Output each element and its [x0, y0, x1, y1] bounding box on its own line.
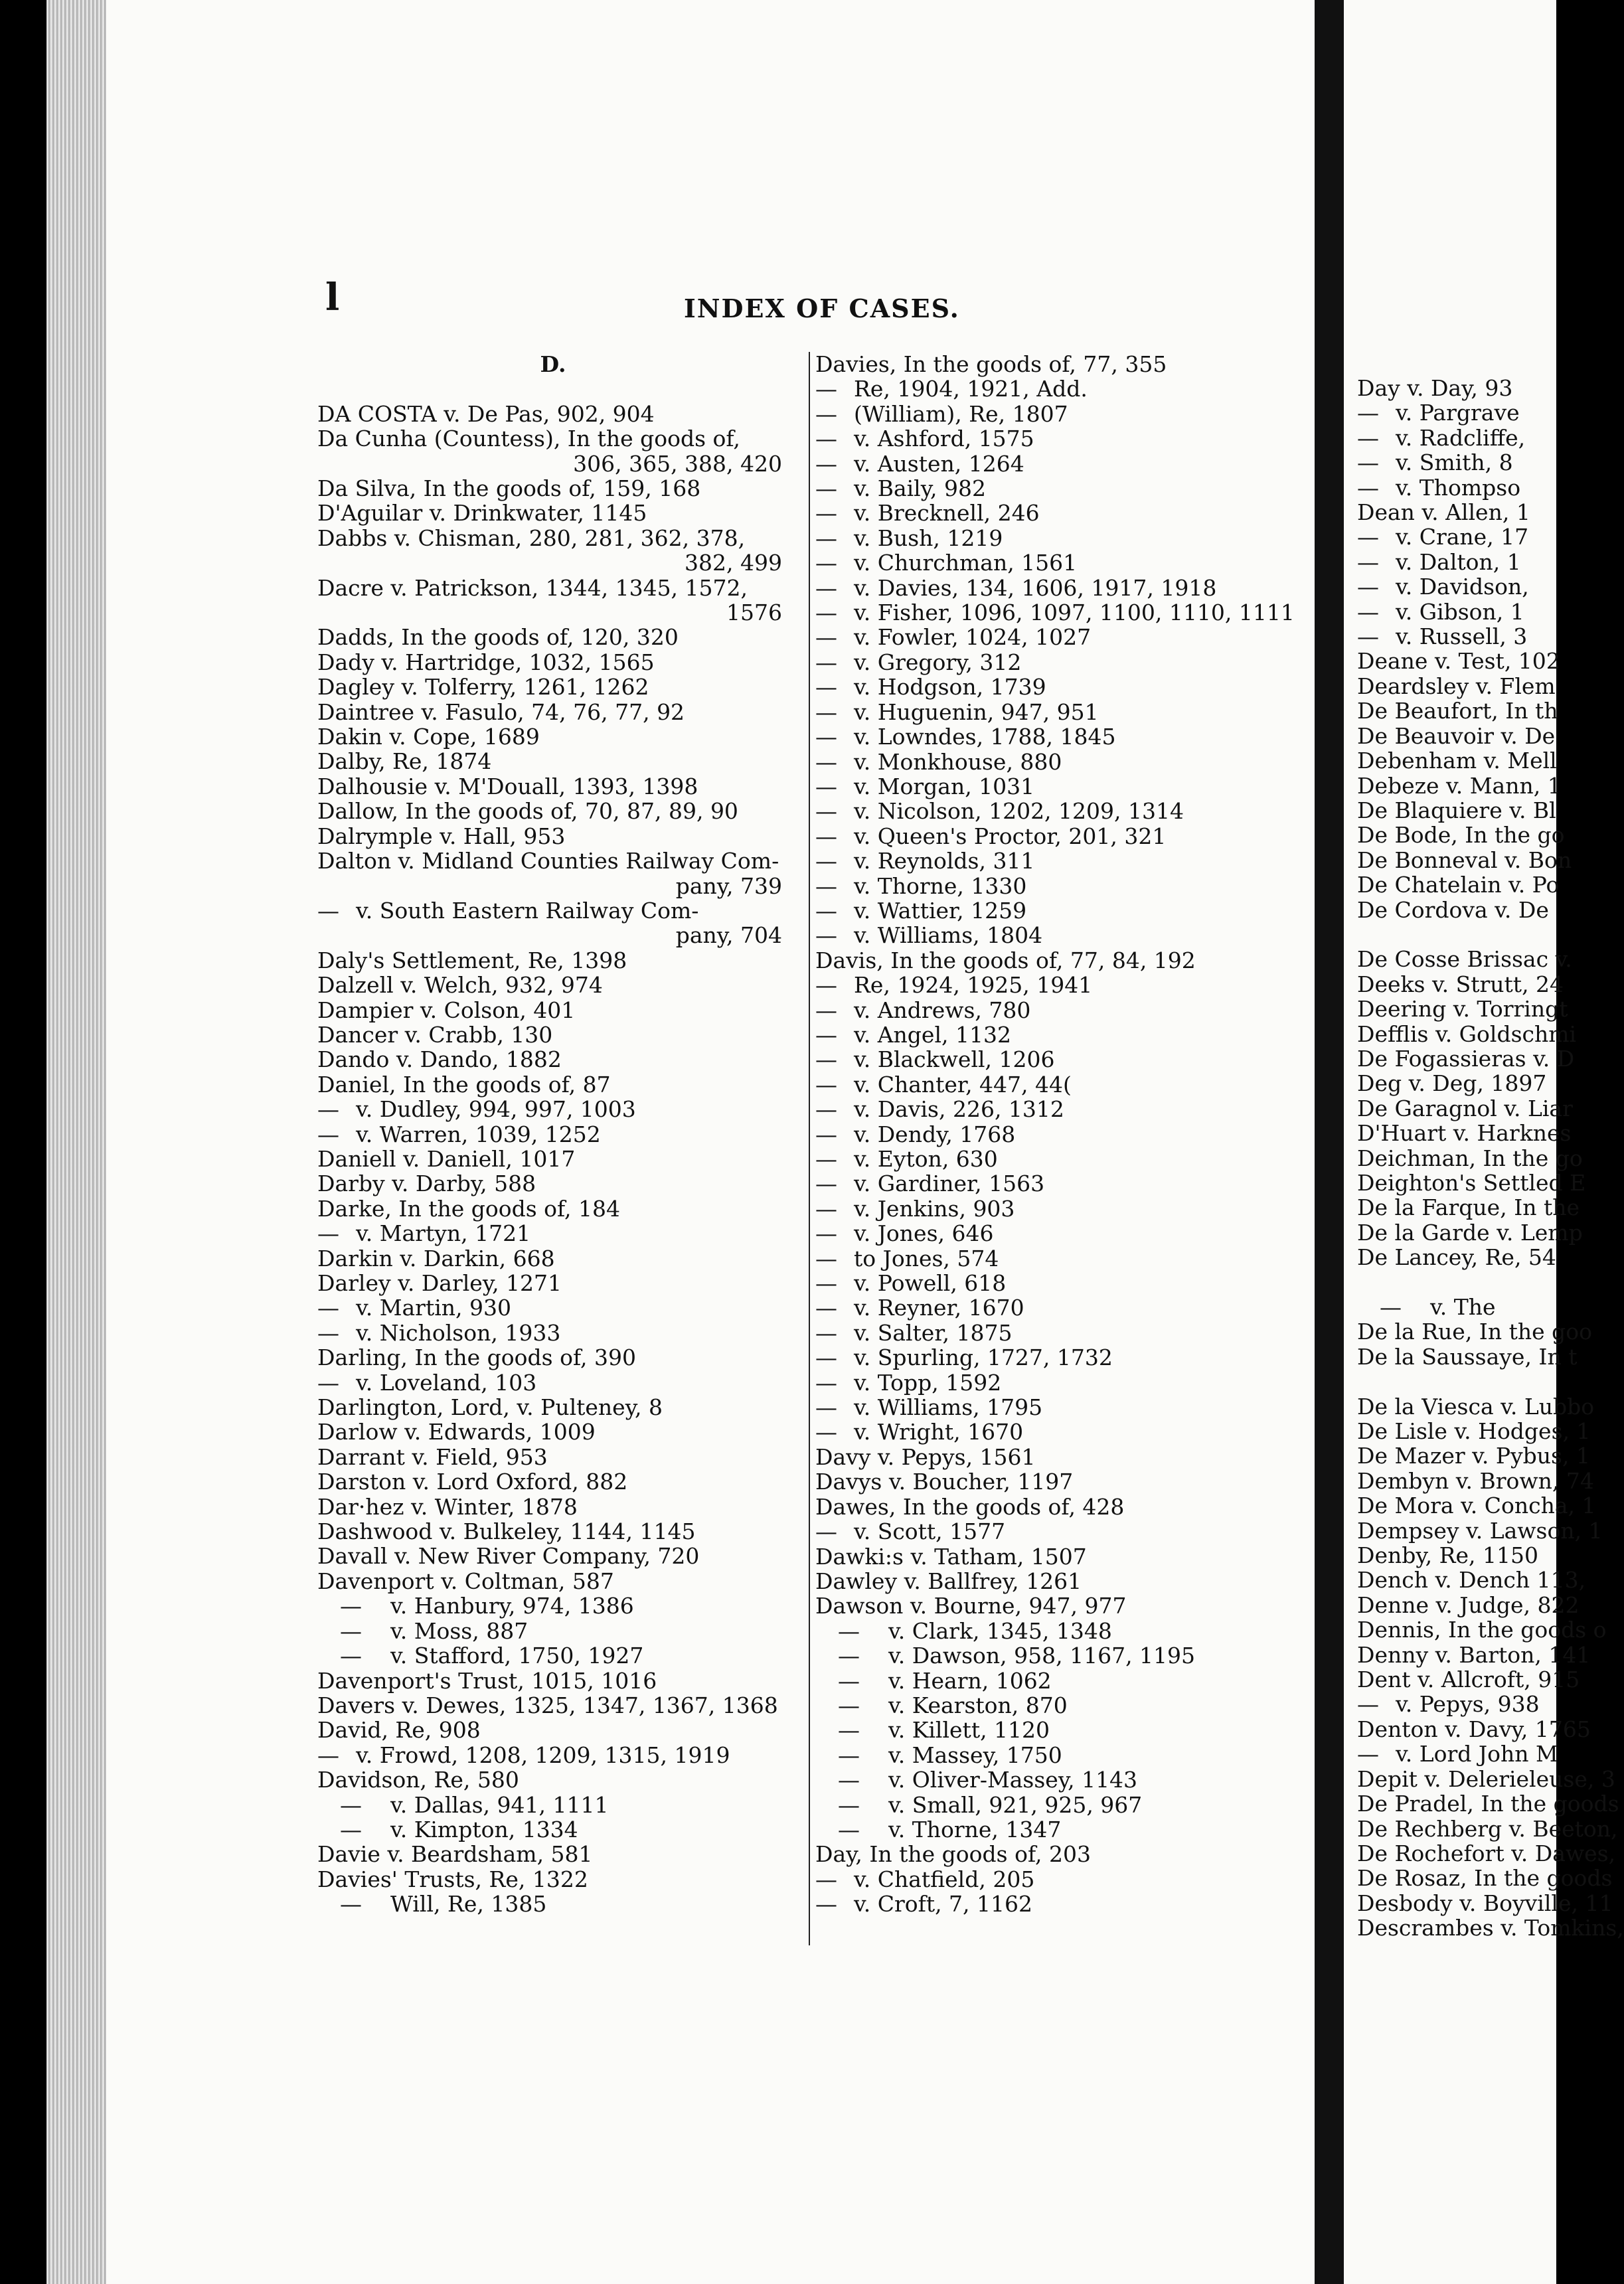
index-entry: — v. Andrews, 780: [815, 998, 1307, 1022]
index-entry: Dashwood v. Bulkeley, 1144, 1145: [317, 1518, 696, 1545]
index-entry: — v. South Eastern Railway Com-: [317, 898, 789, 923]
index-entry: — v. Powell, 618: [815, 1271, 1307, 1295]
index-entry: De Pradel, In the goods: [1357, 1791, 1619, 1817]
index-entry: — v. Chatfield, 205: [815, 1867, 1307, 1892]
index-entry: Dalrymple v. Hall, 953: [317, 823, 566, 849]
index-entry: Deering v. Torringt: [1357, 996, 1568, 1022]
index-entry: — v. Brecknell, 246: [815, 501, 1307, 525]
index-entry: Darby v. Darby, 588: [317, 1171, 536, 1197]
index-entry: — v. Gardiner, 1563: [815, 1171, 1307, 1196]
index-entry: — v. Reynolds, 311: [815, 849, 1307, 873]
index-entry: De la Garde v. Lemp: [1357, 1219, 1583, 1246]
book-gutter: [1315, 0, 1344, 2284]
index-entry: — v. Churchman, 1561: [815, 550, 1307, 575]
index-entry: — v. Spurling, 1727, 1732: [815, 1345, 1307, 1370]
index-entry: Dakin v. Cope, 1689: [317, 724, 540, 750]
index-entry: — v. Monkhouse, 880: [815, 750, 1307, 774]
index-entry: 306, 365, 388, 420: [573, 450, 782, 477]
index-entry: De la Rue, In the goo: [1357, 1319, 1592, 1345]
index-entry: — v. Frowd, 1208, 1209, 1315, 1919: [317, 1743, 789, 1767]
index-entry: Darkin v. Darkin, 668: [317, 1245, 555, 1271]
index-entry: Deeks v. Strutt, 24: [1357, 971, 1564, 997]
index-entry: De Mora v. Concha, 1: [1357, 1493, 1596, 1519]
index-entry: Dar·hez v. Winter, 1878: [317, 1493, 578, 1520]
index-entry: — v. Gibson, 1: [1357, 600, 1556, 624]
index-entry: De Beaufort, In th: [1357, 698, 1558, 724]
index-entry: De Fogassieras v. D: [1357, 1045, 1575, 1072]
column-divider: [809, 352, 810, 1945]
index-entry: Day, In the goods of, 203: [815, 1841, 1091, 1868]
index-entry: pany, 739: [675, 872, 782, 899]
index-entry: Dabbs v. Chisman, 280, 281, 362, 378,: [317, 525, 746, 551]
index-entry: Dent v. Allcroft, 915: [1357, 1667, 1580, 1693]
index-entry: De Mazer v. Pybus, 1: [1357, 1443, 1590, 1469]
index-entry: Debeze v. Mann, 1: [1357, 772, 1562, 799]
index-entry: — v. Hearn, 1062: [815, 1669, 1307, 1693]
index-entry: — v. The: [1357, 1295, 1556, 1319]
index-entry: — v. Thompso: [1357, 475, 1556, 500]
index-entry: David, Re, 908: [317, 1717, 481, 1744]
index-entry: — Re, 1904, 1921, Add.: [815, 376, 1307, 401]
index-entry: — v. Lord John M: [1357, 1742, 1556, 1766]
index-entry: — v. Chanter, 447, 44(: [815, 1072, 1307, 1097]
index-entry: — v. Thorne, 1347: [815, 1817, 1307, 1842]
index-entry: — v. Fowler, 1024, 1027: [815, 625, 1307, 649]
index-entry: — v. Pargrave: [1357, 400, 1556, 425]
index-entry: Davies, In the goods of, 77, 355: [815, 351, 1167, 377]
index-entry: — (William), Re, 1807: [815, 402, 1307, 426]
index-entry: — v. Crane, 17: [1357, 525, 1556, 549]
book-page-edges: [46, 0, 106, 2284]
index-entry: Dawson v. Bourne, 947, 977: [815, 1593, 1127, 1619]
index-entry: Dalton v. Midland Counties Railway Com-: [317, 848, 779, 874]
index-entry: Dampier v. Colson, 401: [317, 997, 576, 1023]
index-entry: Davenport v. Coltman, 587: [317, 1568, 614, 1594]
index-entry: — v. Pepys, 938: [1357, 1692, 1556, 1716]
index-entry: — v. Thorne, 1330: [815, 874, 1307, 898]
index-entry: — v. Dawson, 958, 1167, 1195: [815, 1643, 1307, 1668]
index-entry: Dacre v. Patrickson, 1344, 1345, 1572,: [317, 574, 748, 601]
index-entry: — v. Morgan, 1031: [815, 774, 1307, 799]
index-entry: — v. Topp, 1592: [815, 1370, 1307, 1395]
index-entry: — v. Williams, 1804: [815, 923, 1307, 947]
index-entry: De Lisle v. Hodges, 1: [1357, 1418, 1591, 1445]
index-entry: — v. Hanbury, 974, 1386: [317, 1593, 789, 1618]
index-entry: Da Silva, In the goods of, 159, 168: [317, 475, 701, 502]
index-entry: — v. Davies, 134, 1606, 1917, 1918: [815, 576, 1307, 600]
index-entry: DA COSTA v. De Pas, 902, 904: [317, 400, 655, 427]
index-entry: [1357, 1270, 1556, 1295]
index-entry: Dawley v. Ballfrey, 1261: [815, 1568, 1082, 1594]
index-entry: Denne v. Judge, 822: [1357, 1591, 1580, 1618]
index-entry: — v. Reyner, 1670: [815, 1295, 1307, 1320]
index-entry: — v. Martyn, 1721: [317, 1221, 789, 1246]
index-entry: — v. Russell, 3: [1357, 624, 1556, 649]
index-entry: — v. Dendy, 1768: [815, 1122, 1307, 1147]
index-entry: — v. Wright, 1670: [815, 1420, 1307, 1444]
index-entry: Dando v. Dando, 1882: [317, 1046, 562, 1073]
index-entry: De Cordova v. De: [1357, 896, 1549, 923]
index-entry: 382, 499: [685, 550, 782, 576]
index-entry: De Chatelain v. Po: [1357, 872, 1560, 898]
index-entry: Dady v. Hartridge, 1032, 1565: [317, 649, 655, 675]
index-entry: Day v. Day, 93: [1357, 375, 1513, 401]
index-entry: D.: [540, 351, 566, 377]
index-entry: — v. Dudley, 994, 997, 1003: [317, 1097, 789, 1121]
index-entry: — v. Dalton, 1: [1357, 550, 1556, 574]
index-entry: — v. Jenkins, 903: [815, 1196, 1307, 1221]
index-entry: Davie v. Beardsham, 581: [317, 1841, 593, 1868]
index-entry: Davis, In the goods of, 77, 84, 192: [815, 947, 1196, 973]
index-entry: — v. Nicolson, 1202, 1209, 1314: [815, 799, 1307, 823]
index-entry: — v. Lowndes, 1788, 1845: [815, 724, 1307, 749]
index-entry: Daniell v. Daniell, 1017: [317, 1145, 576, 1172]
index-entry: De Bonneval v. Bon: [1357, 847, 1572, 873]
index-entry: — v. Baily, 982: [815, 476, 1307, 501]
index-entry: Deardsley v. Flem: [1357, 673, 1556, 699]
index-entry: Davers v. Dewes, 1325, 1347, 1367, 1368: [317, 1692, 778, 1718]
index-entry: Daniel, In the goods of, 87: [317, 1071, 611, 1098]
index-column-right-facing: [1357, 375, 1624, 1941]
index-entry: De Rosaz, In the goods: [1357, 1865, 1613, 1892]
index-entry: D'Huart v. Harknes: [1357, 1120, 1572, 1147]
index-entry: Davidson, Re, 580: [317, 1767, 519, 1793]
index-entry: Davys v. Boucher, 1197: [815, 1469, 1074, 1495]
index-column-left: [317, 352, 789, 1917]
index-entry: Deg v. Deg, 1897: [1357, 1070, 1547, 1097]
index-entry: Descrambes v. Tomkins,: [1357, 1915, 1624, 1941]
index-entry: De Beauvoir v. De: [1357, 722, 1556, 749]
index-entry: Daintree v. Fasulo, 74, 76, 77, 92: [317, 698, 685, 725]
index-entry: Denby, Re, 1150: [1357, 1542, 1538, 1569]
index-entry: Denton v. Davy, 1765: [1357, 1716, 1591, 1742]
index-entry: — v. Gregory, 312: [815, 650, 1307, 675]
index-entry: — v. Davidson,: [1357, 574, 1556, 599]
index-entry: Darley v. Darley, 1271: [317, 1270, 562, 1297]
index-entry: Deichman, In the go: [1357, 1145, 1583, 1171]
index-entry: — v. Eyton, 630: [815, 1147, 1307, 1171]
index-entry: — v. Queen's Proctor, 201, 321: [815, 824, 1307, 849]
index-entry: — v. Fisher, 1096, 1097, 1100, 1110, 1111: [815, 600, 1307, 625]
index-entry: — v. Davis, 226, 1312: [815, 1097, 1307, 1121]
index-entry: Denny v. Barton, 141: [1357, 1641, 1591, 1668]
index-entry: pany, 704: [675, 922, 782, 949]
index-entry: — v. Salter, 1875: [815, 1321, 1307, 1345]
index-entry: De Rechberg v. Beeton,: [1357, 1815, 1618, 1842]
index-entry: De Bode, In the go: [1357, 822, 1565, 849]
index-entry: Debenham v. Mell: [1357, 748, 1557, 774]
index-entry: [317, 376, 789, 401]
index-entry: Depit v. Delerieleuse, 3: [1357, 1765, 1615, 1792]
index-entry: — v. Radcliffe,: [1357, 426, 1556, 450]
index-entry: Dalby, Re, 1874: [317, 748, 492, 775]
index-entry: Dalhousie v. M'Douall, 1393, 1398: [317, 773, 698, 799]
index-entry: — v. Austen, 1264: [815, 451, 1307, 476]
index-entry: — v. Hodgson, 1739: [815, 675, 1307, 699]
index-entry: — v. Bush, 1219: [815, 526, 1307, 550]
index-entry: — v. Nicholson, 1933: [317, 1321, 789, 1345]
index-entry: Dawki:s v. Tatham, 1507: [815, 1543, 1087, 1570]
index-entry: — v. Smith, 8: [1357, 450, 1556, 475]
index-entry: — v. Loveland, 103: [317, 1370, 789, 1395]
index-entry: — v. Jones, 646: [815, 1221, 1307, 1246]
index-entry: Dallow, In the goods of, 70, 87, 89, 90: [317, 798, 738, 825]
index-entry: Dench v. Dench 113,: [1357, 1567, 1586, 1593]
index-entry: Darston v. Lord Oxford, 882: [317, 1469, 628, 1495]
index-entry: Darling, In the goods of, 390: [317, 1345, 636, 1371]
index-entry: — v. Scott, 1577: [815, 1519, 1307, 1544]
index-entry: Davall v. New River Company, 720: [317, 1543, 700, 1570]
index-entry: Darke, In the goods of, 184: [317, 1195, 621, 1222]
index-entry: Da Cunha (Countess), In the goods of,: [317, 426, 740, 452]
index-entry: Davies' Trusts, Re, 1322: [317, 1866, 588, 1892]
index-entry: — v. Dallas, 941, 1111: [317, 1793, 789, 1817]
index-entry: De Rochefort v. Dawes,: [1357, 1840, 1616, 1866]
index-entry: — v. Stafford, 1750, 1927: [317, 1643, 789, 1668]
index-entry: — Re, 1924, 1925, 1941: [815, 973, 1307, 997]
index-entry: — v. Oliver-Massey, 1143: [815, 1767, 1307, 1792]
index-entry: [1357, 1369, 1556, 1394]
page-title: INDEX OF CASES.: [684, 293, 960, 323]
index-entry: De Garagnol v. Liar: [1357, 1095, 1573, 1121]
index-entry: — to Jones, 574: [815, 1246, 1307, 1271]
index-entry: — v. Martin, 930: [317, 1295, 789, 1320]
index-entry: De la Farque, In the: [1357, 1194, 1580, 1221]
index-entry: — v. Kearston, 870: [815, 1693, 1307, 1718]
index-entry: — v. Ashford, 1575: [815, 426, 1307, 451]
index-entry: Dadds, In the goods of, 120, 320: [317, 624, 679, 651]
index-entry: Dawes, In the goods of, 428: [815, 1493, 1125, 1520]
index-entry: De la Saussaye, In t: [1357, 1343, 1578, 1370]
index-entry: — v. Clark, 1345, 1348: [815, 1619, 1307, 1643]
index-entry: Dalzell v. Welch, 932, 974: [317, 972, 603, 999]
index-entry: Defflis v. Goldschmi: [1357, 1020, 1577, 1047]
index-entry: Davenport's Trust, 1015, 1016: [317, 1667, 657, 1694]
index-entry: — v. Moss, 887: [317, 1619, 789, 1643]
index-entry: Dennis, In the goods o: [1357, 1617, 1607, 1643]
index-entry: — v. Massey, 1750: [815, 1743, 1307, 1767]
index-entry: Dagley v. Tolferry, 1261, 1262: [317, 674, 649, 700]
index-entry: De Blaquiere v. Bl: [1357, 797, 1556, 823]
index-entry: 1576: [726, 600, 782, 626]
index-entry: D'Aguilar v. Drinkwater, 1145: [317, 500, 647, 527]
index-entry: Desbody v. Boyville, 11: [1357, 1890, 1613, 1916]
index-entry: Dean v. Allen, 1: [1357, 499, 1530, 526]
index-entry: — v. Kimpton, 1334: [317, 1817, 789, 1842]
index-entry: — v. Angel, 1132: [815, 1022, 1307, 1047]
index-entry: Deighton's Settled E: [1357, 1169, 1586, 1196]
index-entry: Darlington, Lord, v. Pulteney, 8: [317, 1394, 663, 1421]
page-number: l: [325, 276, 340, 319]
index-entry: [1357, 922, 1556, 947]
index-entry: — v. Small, 921, 925, 967: [815, 1793, 1307, 1817]
index-entry: Darrant v. Field, 953: [317, 1443, 548, 1470]
index-column-middle: [815, 352, 1307, 1917]
index-entry: Dempsey v. Lawson, 1: [1357, 1517, 1603, 1544]
index-entry: — v. Wattier, 1259: [815, 898, 1307, 923]
index-entry: — v. Huguenin, 947, 951: [815, 700, 1307, 724]
index-entry: — v. Blackwell, 1206: [815, 1047, 1307, 1072]
index-entry: Daly's Settlement, Re, 1398: [317, 947, 627, 973]
index-entry: Dancer v. Crabb, 130: [317, 1021, 553, 1048]
index-entry: Darlow v. Edwards, 1009: [317, 1419, 596, 1445]
index-entry: Dembyn v. Brown, 74: [1357, 1467, 1594, 1494]
index-entry: — v. Croft, 7, 1162: [815, 1892, 1307, 1916]
index-entry: — v. Killett, 1120: [815, 1718, 1307, 1742]
index-entry: — v. Williams, 1795: [815, 1395, 1307, 1420]
index-entry: De Cosse Brissac v.: [1357, 946, 1572, 973]
index-entry: — Will, Re, 1385: [317, 1892, 789, 1916]
index-entry: De Lancey, Re, 54: [1357, 1244, 1556, 1271]
index-entry: De la Viesca v. Lubbo: [1357, 1393, 1595, 1420]
index-entry: Davy v. Pepys, 1561: [815, 1443, 1036, 1470]
index-entry: Deane v. Test, 102: [1357, 648, 1560, 675]
index-entry: — v. Warren, 1039, 1252: [317, 1122, 789, 1147]
